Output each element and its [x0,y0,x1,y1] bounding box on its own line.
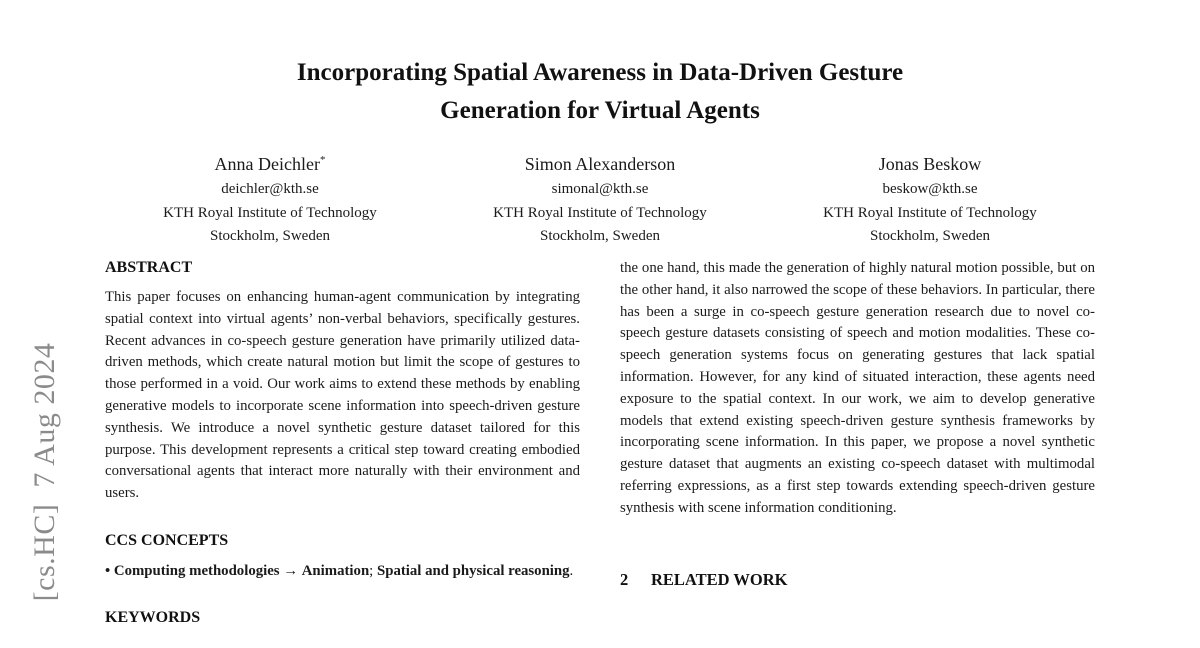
author-email: deichler@kth.se [221,181,319,197]
left-column [105,258,580,637]
author-email: beskow@kth.se [882,181,978,197]
section-title: RELATED WORK [651,569,788,589]
ccs-concepts-heading: CCS CONCEPTS [105,531,229,549]
author-name-text: Jonas Beskow [878,154,982,174]
author-block-2 [435,148,765,249]
section-number: 2 [620,569,629,589]
author-location: Stockholm, Sweden [870,228,990,244]
ccs-concept-animation: Animation [301,562,370,579]
ccs-bullet: • [105,562,114,579]
author-name [105,148,435,176]
author-location: Stockholm, Sweden [210,228,330,244]
paper-title-line-2: Generation for Virtual Agents [440,97,760,124]
paper-title-line-1: Incorporating Spatial Awareness in Data-Driven Gesture [296,59,904,86]
ccs-separator: ; [369,562,377,579]
author-name [765,148,1095,176]
paper-title [0,54,1200,130]
authors-row [105,148,1095,249]
ccs-concept-spatial-reasoning: Spatial and physical reasoning [376,562,570,579]
ccs-arrow: → [279,562,302,579]
abstract-heading: ABSTRACT [105,259,193,276]
two-column-body [105,258,1095,637]
author-block-3 [765,148,1095,249]
arxiv-sidebar-watermark: [cs.HC] 7 Aug 2024 [28,342,61,602]
abstract-paragraph: This paper focuses on enhancing human-agent communication by integrating spatial context into virtual agents’ non-verbal behaviors, specifically gestures. Recent advances in co-speech gesture generation have primarily utilized data-driven methods, which create natural motion but limit the scope of gestures to those performed in a void. Our work aims to extend these methods by enabling generative models to incorporate scene information into speech-driven gesture synthesis. We introduce a novel synthetic gesture dataset tailored for this purpose. This development represents a critical step toward creating embodied conversational agents that interact more naturally with their environment and users. [105,289,580,502]
ccs-concept-root: Computing methodologies [113,562,280,579]
author-affiliation: KTH Royal Institute of Technology [493,204,707,221]
author-affiliation: KTH Royal Institute of Technology [823,204,1037,221]
keywords-heading: KEYWORDS [105,608,201,626]
ccs-period: . [569,562,574,579]
author-name-footnote-marker: * [319,154,326,166]
author-name [435,148,765,176]
introduction-continuation-paragraph: the one hand, this made the generation of highly natural motion possible, but on the other hand, it also narrowed the scope of these behaviors. In particular, there has been a surge in co-speech gesture generation research due to novel co-speech gesture datasets consisting of speech and motion modalities. These co-speech generation systems focus on generating gestures that lack spatial information. However, for any kind of situated interaction, these agents need exposure to the spatial context. In our work, we aim to develop generative models that extend existing speech-driven gesture synthesis frameworks by incorporating scene information. In this paper, we propose a novel synthetic gesture dataset that augments an existing co-speech dataset with multimodal referring expressions, as a first step towards extending speech-driven gesture synthesis with scene information conditioning. [620,260,1095,516]
author-location: Stockholm, Sweden [540,228,660,244]
author-affiliation: KTH Royal Institute of Technology [163,204,377,221]
right-column [620,258,1095,637]
author-name-text: Simon Alexanderson [524,154,676,174]
related-work-heading [620,570,1095,590]
author-block-1 [105,148,435,249]
ccs-concepts-line [105,560,580,582]
author-email: simonal@kth.se [551,181,649,197]
author-name-text: Anna Deichler [214,154,320,174]
